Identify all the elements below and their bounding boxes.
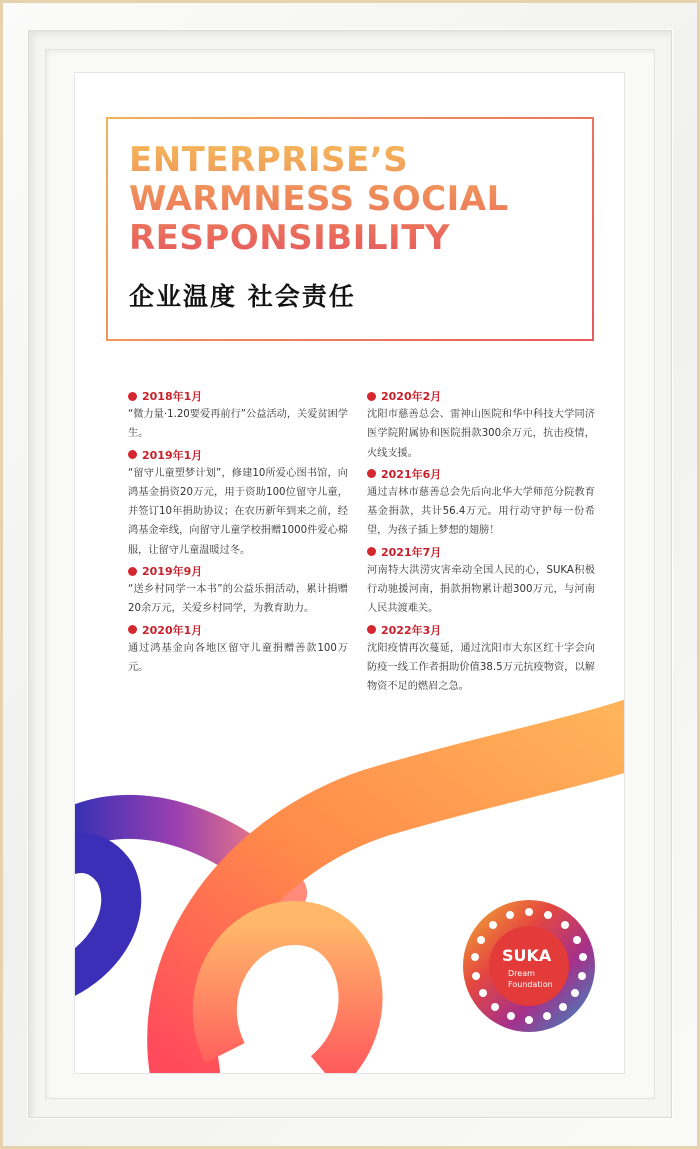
english-title: ENTERPRISE’S WARMNESS SOCIAL RESPONSIBILITY bbox=[129, 141, 589, 258]
entry-date: 2022年3月 bbox=[381, 623, 442, 637]
timeline-left-column bbox=[128, 387, 348, 679]
entry-text: “送乡村同学一本书”的公益乐捐活动，累计捐赠20余万元，关爱乡村同学，为教育助力。 bbox=[128, 584, 348, 615]
title-box bbox=[106, 117, 594, 341]
bullet-dot-icon bbox=[367, 469, 376, 478]
timeline-entry bbox=[128, 562, 348, 619]
entry-date: 2021年7月 bbox=[381, 545, 442, 559]
entry-text: “微力量·1.20要爱再前行”公益活动，关爱贫困学生。 bbox=[128, 409, 348, 440]
logo-brand-text: SUKA bbox=[502, 946, 552, 965]
entry-text: 通过吉林市慈善总会先后向北华大学师范分院教育基金捐款，共计56.4万元。用行动守护每一份希望，为孩子插上梦想的翅膀！ bbox=[367, 486, 595, 537]
poster bbox=[75, 73, 624, 1073]
timeline-entry bbox=[128, 387, 348, 444]
entry-text: 河南特大洪涝灾害牵动全国人民的心，SUKA积极行动驰援河南，捐款捐物累计超300万元，与河南人民共渡难关。 bbox=[367, 564, 595, 615]
bullet-dot-icon bbox=[128, 625, 137, 634]
entry-text: 沈阳市慈善总会、雷神山医院和华中科技大学同济医学院附属协和医院捐款300余万元，抗击疫情，火线支援。 bbox=[367, 409, 595, 459]
timeline-entry bbox=[367, 543, 595, 619]
timeline-entry bbox=[367, 387, 595, 463]
ribbon-loop bbox=[215, 923, 361, 1073]
entry-text: 沈阳疫情再次蔓延，通过沈阳市大东区红十字会向防疫一线工作者捐助价值38.5万元抗疫物资，以解物资不足的燃眉之急。 bbox=[367, 642, 595, 693]
bullet-dot-icon bbox=[128, 392, 137, 401]
entry-text: 通过鸿基金向各地区留守儿童捐赠善款100万元。 bbox=[128, 642, 348, 673]
timeline-entry bbox=[128, 446, 348, 560]
entry-date: 2021年6月 bbox=[381, 467, 442, 481]
entry-date: 2018年1月 bbox=[142, 390, 203, 403]
chinese-title: 企业温度 社会责任 bbox=[129, 282, 356, 311]
timeline-entry bbox=[128, 621, 348, 678]
ribbon-left-loop bbox=[75, 853, 121, 983]
entry-date: 2019年9月 bbox=[142, 565, 203, 579]
bullet-dot-icon bbox=[128, 450, 137, 459]
entry-date: 2020年2月 bbox=[381, 390, 442, 403]
entry-date: 2020年1月 bbox=[142, 623, 203, 637]
suka-dream-foundation-logo bbox=[462, 899, 596, 1033]
bullet-dot-icon bbox=[367, 625, 376, 634]
bullet-dot-icon bbox=[367, 392, 376, 401]
timeline-entry bbox=[367, 621, 595, 697]
timeline-entry bbox=[367, 465, 595, 541]
entry-date: 2019年1月 bbox=[142, 448, 203, 462]
timeline-right-column bbox=[367, 387, 595, 699]
entry-text: “留守儿童塑梦计划”，修建10所爱心图书馆，向鸿基金捐资20万元，用于资助100位留守儿童，并签订10年捐助协议；在农历新年到来之前，经鸿基金牵线，向留守儿童学校捐赠1000件爱心棉服，让留守儿童温暖过冬。 bbox=[128, 467, 348, 556]
logo-line2-text: Foundation bbox=[508, 980, 553, 989]
bullet-dot-icon bbox=[128, 567, 137, 576]
bullet-dot-icon bbox=[367, 547, 376, 556]
logo-line1-text: Dream bbox=[508, 969, 535, 978]
